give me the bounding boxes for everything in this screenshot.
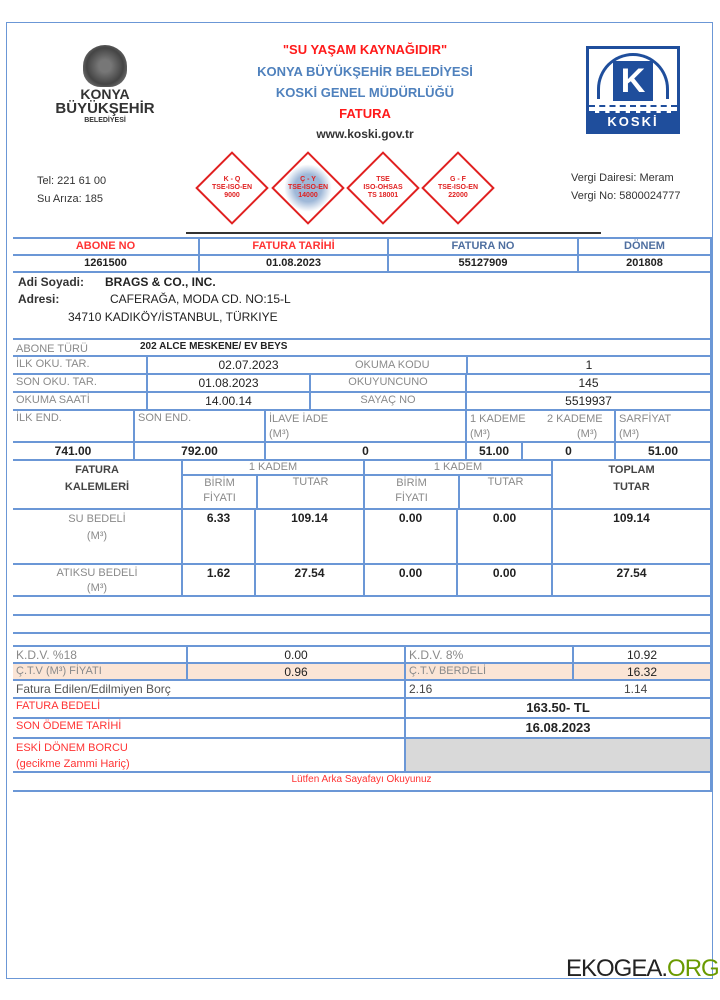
logo-line-2: BÜYÜKŞEHİR <box>55 100 155 117</box>
logo-line-1: KONYA <box>80 86 130 102</box>
ctv-fiyat: 0.96 <box>186 664 404 680</box>
ctv-bedel-label: Ç.T.V BERDELİ <box>404 664 572 680</box>
abone-turu: 202 ALCE MESKENE/ EV BEYS <box>140 341 288 352</box>
vergi-dairesi: Vergi Dairesi: Meram <box>571 172 674 184</box>
ilk-oku-label: İLK OKU. TAR. <box>16 358 90 370</box>
org-name: KONYA BÜYÜKŞEHİR BELEDİYESİ <box>257 64 473 79</box>
abone-no: 1261500 <box>84 257 127 269</box>
org-subname: KOSKİ GENEL MÜDÜRLÜĞÜ <box>275 85 455 100</box>
sayac-no: 5519937 <box>465 393 712 410</box>
divider <box>186 232 601 234</box>
cert-mid: TSE-ISO-EN <box>437 184 479 191</box>
borc-label: Fatura Edilen/Edilmiyen Borç <box>16 682 171 696</box>
fatura-no-label: FATURA NO <box>387 239 577 255</box>
logo-line-3: BELEDİYESİ <box>84 117 126 124</box>
tutar1: 27.54 <box>254 565 363 596</box>
kalem-header-1: FATURA <box>75 464 119 476</box>
blank-row <box>13 632 712 646</box>
sarfiyat: 51.00 <box>614 443 712 460</box>
cert-top: Ç - Y <box>300 176 316 183</box>
address-line-1: CAFERAĞA, MODA CD. NO:15-L <box>110 292 291 306</box>
item-row-atiksu <box>13 563 712 596</box>
kadem-a-header: 1 KADEM <box>183 461 363 476</box>
fatura-no: 55127909 <box>387 256 577 272</box>
fatura-bedeli: 163.50- TL <box>404 699 712 718</box>
borc-edilen: 2.16 <box>409 682 433 696</box>
note-row <box>13 771 712 792</box>
cert-mid: TSE-ISO-EN <box>211 184 253 191</box>
kdv8-label: K.D.V. 8% <box>404 647 572 663</box>
doc-title: FATURA <box>339 106 391 121</box>
ilk-end: 741.00 <box>54 444 92 458</box>
okuma-saati-label: OKUMA SAATİ <box>16 394 90 406</box>
fatura-tarihi: 01.08.2023 <box>198 256 387 272</box>
tutar-header: TUTAR <box>458 476 551 509</box>
son-oku-label: SON OKU. TAR. <box>16 376 97 388</box>
blank-row <box>13 595 712 615</box>
son-odeme-label: SON ÖDEME TARİHİ <box>16 720 122 732</box>
toplam: 27.54 <box>551 565 712 596</box>
borc-row <box>13 679 712 698</box>
ctv-bedel: 16.32 <box>572 664 712 680</box>
toplam-header-1: TOPLAM <box>608 464 655 476</box>
item-unit: (M³) <box>86 582 108 594</box>
kdv18-label: K.D.V. %18 <box>16 648 77 662</box>
ctv-fiyat-label: Ç.T.V (M³) FİYATI <box>16 665 102 677</box>
watermark-part2: ORG <box>667 955 719 982</box>
address-label: Adresi: <box>18 292 60 306</box>
kademe2: 0 <box>521 443 614 460</box>
kadem-b-header: 1 KADEM <box>365 461 551 476</box>
name-label: Adi Soyadi: <box>18 275 85 289</box>
cert-top: G - F <box>450 176 466 183</box>
customer-info <box>13 273 712 339</box>
ilk-oku: 02.07.2023 <box>146 357 466 374</box>
ctv-row <box>13 662 712 680</box>
website: www.koski.gov.tr <box>316 127 414 141</box>
vergi-no: Vergi No: 5800024777 <box>571 190 681 202</box>
son-oku: 01.08.2023 <box>146 375 309 392</box>
tutar2: 0.00 <box>456 510 551 564</box>
okuma-kodu-label: OKUMA KODU <box>355 359 430 371</box>
ilave-iade: 0 <box>264 443 465 460</box>
birim-header: BİRİM <box>396 477 427 489</box>
invoice-head-values <box>13 254 712 272</box>
fatura-bedeli-label: FATURA BEDELİ <box>16 700 101 712</box>
okuyucu-label: OKUYUNCUNO <box>309 375 465 392</box>
eski-borc-note: (gecikme Zammi Hariç) <box>16 758 130 770</box>
endeks-labels <box>13 409 712 442</box>
cert-bot: 9000 <box>224 192 240 199</box>
invoice-head-labels <box>13 237 712 255</box>
tel: Tel: 221 61 00 <box>37 175 107 187</box>
birim1: 6.33 <box>181 510 254 564</box>
ilk-end-label: İLK END. <box>16 412 62 424</box>
unit: (M³) <box>619 428 640 440</box>
item-name: ATIKSU BEDELİ <box>56 567 138 579</box>
konya-logo <box>55 45 155 124</box>
item-row-su <box>13 508 712 564</box>
okuma-kodu: 1 <box>466 357 712 374</box>
fiyati-header: FİYATI <box>203 492 236 504</box>
toplam-header-2: TUTAR <box>613 481 650 493</box>
birim2: 0.00 <box>363 510 456 564</box>
emblem-icon <box>83 45 127 87</box>
okuyucu-no: 145 <box>465 375 712 392</box>
endeks-values <box>13 441 712 460</box>
son-odeme-tarihi: 16.08.2023 <box>404 719 712 738</box>
tutar2: 0.00 <box>456 565 551 596</box>
unit: (M³) <box>470 428 491 440</box>
koski-letter: K <box>613 61 653 101</box>
back-page-note: Lütfen Arka Sayafayı Okuyunuz <box>13 773 712 790</box>
watermark <box>566 955 719 983</box>
kdv8: 10.92 <box>572 647 712 663</box>
eski-borc-row <box>13 737 712 772</box>
koski-name: KOSKİ <box>589 113 677 131</box>
eski-borc-value <box>404 739 712 772</box>
okuma-saati-row <box>13 391 712 410</box>
ilave-iade-label: İLAVE İADE <box>269 413 329 425</box>
cert-top: TSE <box>376 176 390 183</box>
koski-logo <box>586 46 680 134</box>
cert-badge-text <box>423 176 493 200</box>
fiyati-header: FİYATI <box>395 492 428 504</box>
blank-row <box>13 614 712 633</box>
ariza: Su Arıza: 185 <box>37 193 104 205</box>
item-unit: (M³) <box>86 530 108 542</box>
cert-top: K - Q <box>223 176 241 183</box>
kalem-header-2: KALEMLERİ <box>64 481 130 493</box>
unit: (M³) <box>577 428 598 440</box>
fatura-tarihi-label: FATURA TARİHİ <box>198 239 387 255</box>
kdv-row <box>13 645 712 663</box>
kademe1-label: 1 KADEME <box>470 413 526 425</box>
okuma-saati: 14.00.14 <box>146 393 309 410</box>
birim-header: BİRİM <box>204 477 235 489</box>
toplam: 109.14 <box>551 510 712 564</box>
son-odeme-row <box>13 717 712 738</box>
watermark-part1: EKOGEA. <box>566 955 668 982</box>
abone-turu-label: ABONE TÜRÜ <box>16 343 88 355</box>
sayac-no-label: SAYAÇ NO <box>309 393 465 410</box>
abone-no-label: ABONE NO <box>75 240 136 252</box>
son-end-label: SON END. <box>133 411 264 442</box>
donem-label: DÖNEM <box>577 239 712 255</box>
kademe1: 51.00 <box>465 443 521 460</box>
contact-info <box>37 172 106 208</box>
cert-bot: TS 18001 <box>367 192 399 199</box>
customer-block <box>13 271 712 339</box>
tutar-header: TUTAR <box>256 476 363 509</box>
cert-badge-text <box>197 176 267 200</box>
unit: (M³) <box>269 428 290 440</box>
birim2: 0.00 <box>363 565 456 596</box>
eski-borc-label: ESKİ DÖNEM BORCU <box>16 742 128 754</box>
abone-turu-row <box>13 338 712 356</box>
son-oku-row <box>13 373 712 392</box>
tutar1: 109.14 <box>254 510 363 564</box>
address-line-2: 34710 KADIKÖY/İSTANBUL, TÜRKIYE <box>68 310 278 324</box>
item-name: SU BEDELİ <box>68 513 126 525</box>
kdv18: 0.00 <box>186 647 404 663</box>
slogan: "SU YAŞAM KAYNAĞIDIR" <box>282 42 448 57</box>
cert-bot: 22000 <box>448 192 468 199</box>
sarfiyat-label: SARFİYAT <box>619 413 672 425</box>
wave-icon <box>589 105 677 113</box>
son-end: 792.00 <box>133 443 264 460</box>
kademe2-label: 2 KADEME <box>547 413 603 425</box>
cert-mid: ISO-OHSAS <box>363 184 403 191</box>
cert-bot: 14000 <box>298 192 318 199</box>
cert-badge-text <box>273 176 343 200</box>
cert-mid: TSE-ISO-EN <box>287 184 329 191</box>
items-header <box>13 459 712 509</box>
customer-name: BRAGS & CO., INC. <box>105 275 216 289</box>
tax-info <box>571 169 680 205</box>
birim1: 1.62 <box>181 565 254 596</box>
cert-badge-text <box>348 176 418 200</box>
borc-edilmiyen: 1.14 <box>624 682 648 696</box>
fatura-bedeli-row <box>13 697 712 718</box>
donem: 201808 <box>577 256 712 272</box>
